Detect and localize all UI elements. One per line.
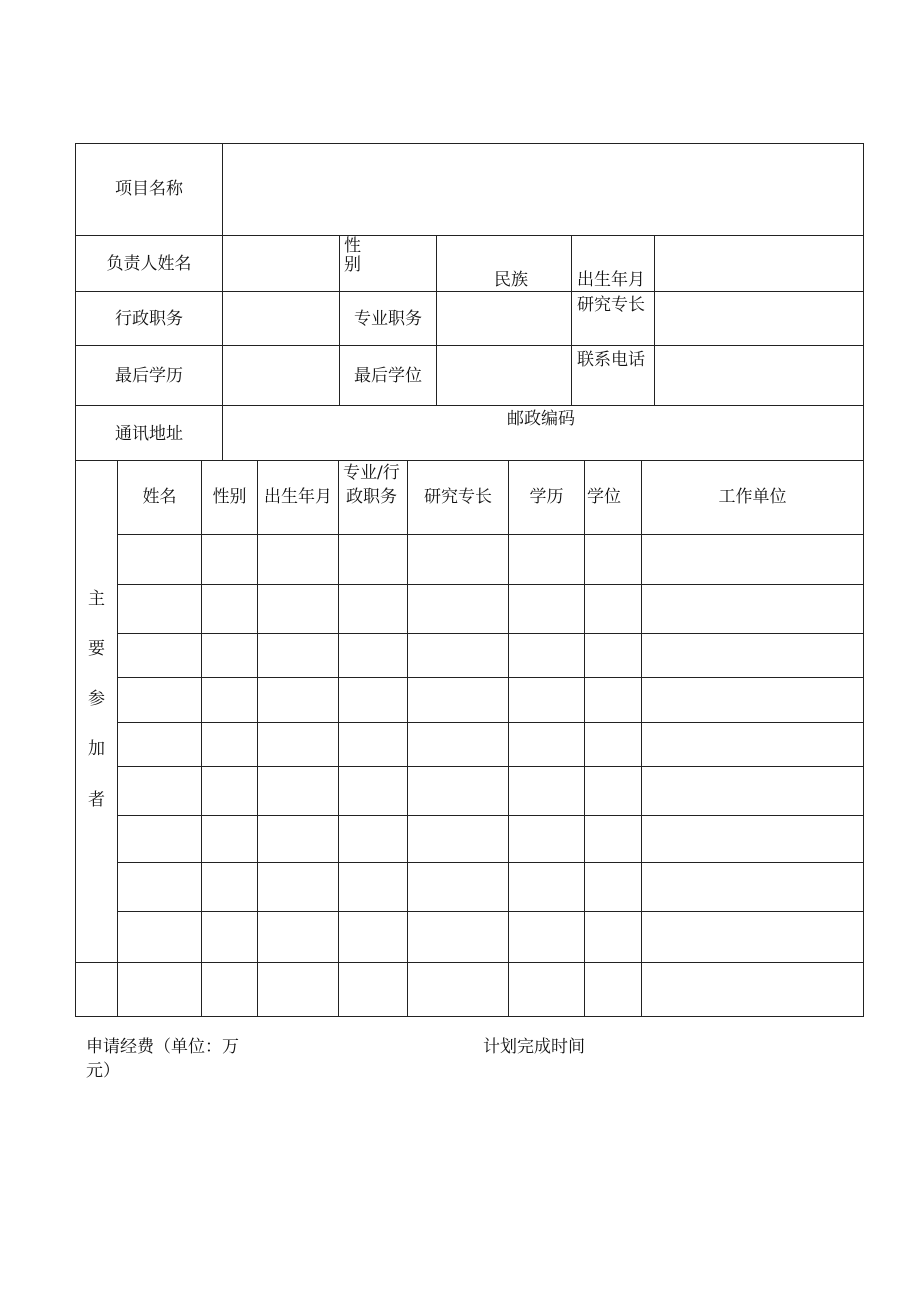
header-post-line2: 政职务	[346, 487, 397, 507]
plan-time-label: 计划完成时间	[483, 1037, 585, 1057]
table-border-bottom	[75, 1016, 864, 1017]
col-line	[257, 460, 258, 1017]
funding-label-line1: 申请经费（单位：万	[86, 1037, 239, 1057]
row-line	[117, 862, 864, 863]
gender-label-line1: 性	[344, 236, 361, 256]
row-line	[117, 584, 864, 585]
header-education: 学历	[529, 487, 564, 507]
participants-side-char: 要	[88, 639, 105, 659]
leader-name-label: 负责人姓名	[106, 254, 192, 274]
project-name-label: 项目名称	[115, 179, 183, 199]
ethnicity-label: 民族	[494, 270, 528, 290]
col-line	[584, 460, 585, 1017]
row-line	[75, 405, 864, 406]
row-line	[117, 911, 864, 912]
header-gender: 性别	[212, 487, 247, 507]
row-line	[75, 460, 864, 461]
participants-side-char: 参	[88, 689, 105, 709]
header-workplace: 工作单位	[718, 487, 787, 507]
row-line	[117, 722, 864, 723]
col-line	[407, 460, 408, 1017]
education-label: 最后学历	[115, 366, 183, 386]
row-line	[75, 235, 864, 236]
col-line	[201, 460, 202, 1017]
col-line	[436, 235, 437, 406]
degree-label: 最后学位	[354, 366, 422, 386]
address-label: 通讯地址	[115, 424, 183, 444]
header-post-line1: 专业/行	[343, 463, 400, 483]
col-line	[571, 235, 572, 406]
row-line	[117, 677, 864, 678]
row-line	[117, 815, 864, 816]
prof-post-label: 专业职务	[354, 309, 422, 329]
row-line	[117, 766, 864, 767]
table-border-top	[75, 143, 864, 144]
row-line	[75, 345, 864, 346]
col-line	[508, 460, 509, 1017]
header-degree: 学位	[587, 487, 621, 507]
participants-side-char: 加	[88, 739, 105, 759]
header-name: 姓名	[142, 487, 177, 507]
phone-label: 联系电话	[577, 350, 645, 370]
header-research: 研究专长	[424, 487, 492, 507]
row-line	[75, 962, 864, 963]
participants-side-char: 者	[88, 790, 105, 810]
participants-side-char: 主	[88, 589, 105, 609]
row-line	[75, 291, 864, 292]
research-label: 研究专长	[577, 295, 645, 315]
col-line	[654, 235, 655, 406]
postcode-label: 邮政编码	[507, 409, 575, 429]
birth-label: 出生年月	[577, 270, 645, 290]
table-border-right	[863, 143, 864, 1017]
row-line	[117, 633, 864, 634]
col-line	[117, 460, 118, 1017]
header-birth: 出生年月	[264, 487, 332, 507]
row-line	[117, 534, 864, 535]
col-line	[641, 460, 642, 1017]
col-line	[338, 460, 339, 1017]
funding-label-line2: 元）	[86, 1061, 120, 1081]
gender-label-line2: 别	[344, 255, 361, 275]
admin-post-label: 行政职务	[115, 309, 183, 329]
col-line	[222, 143, 223, 461]
